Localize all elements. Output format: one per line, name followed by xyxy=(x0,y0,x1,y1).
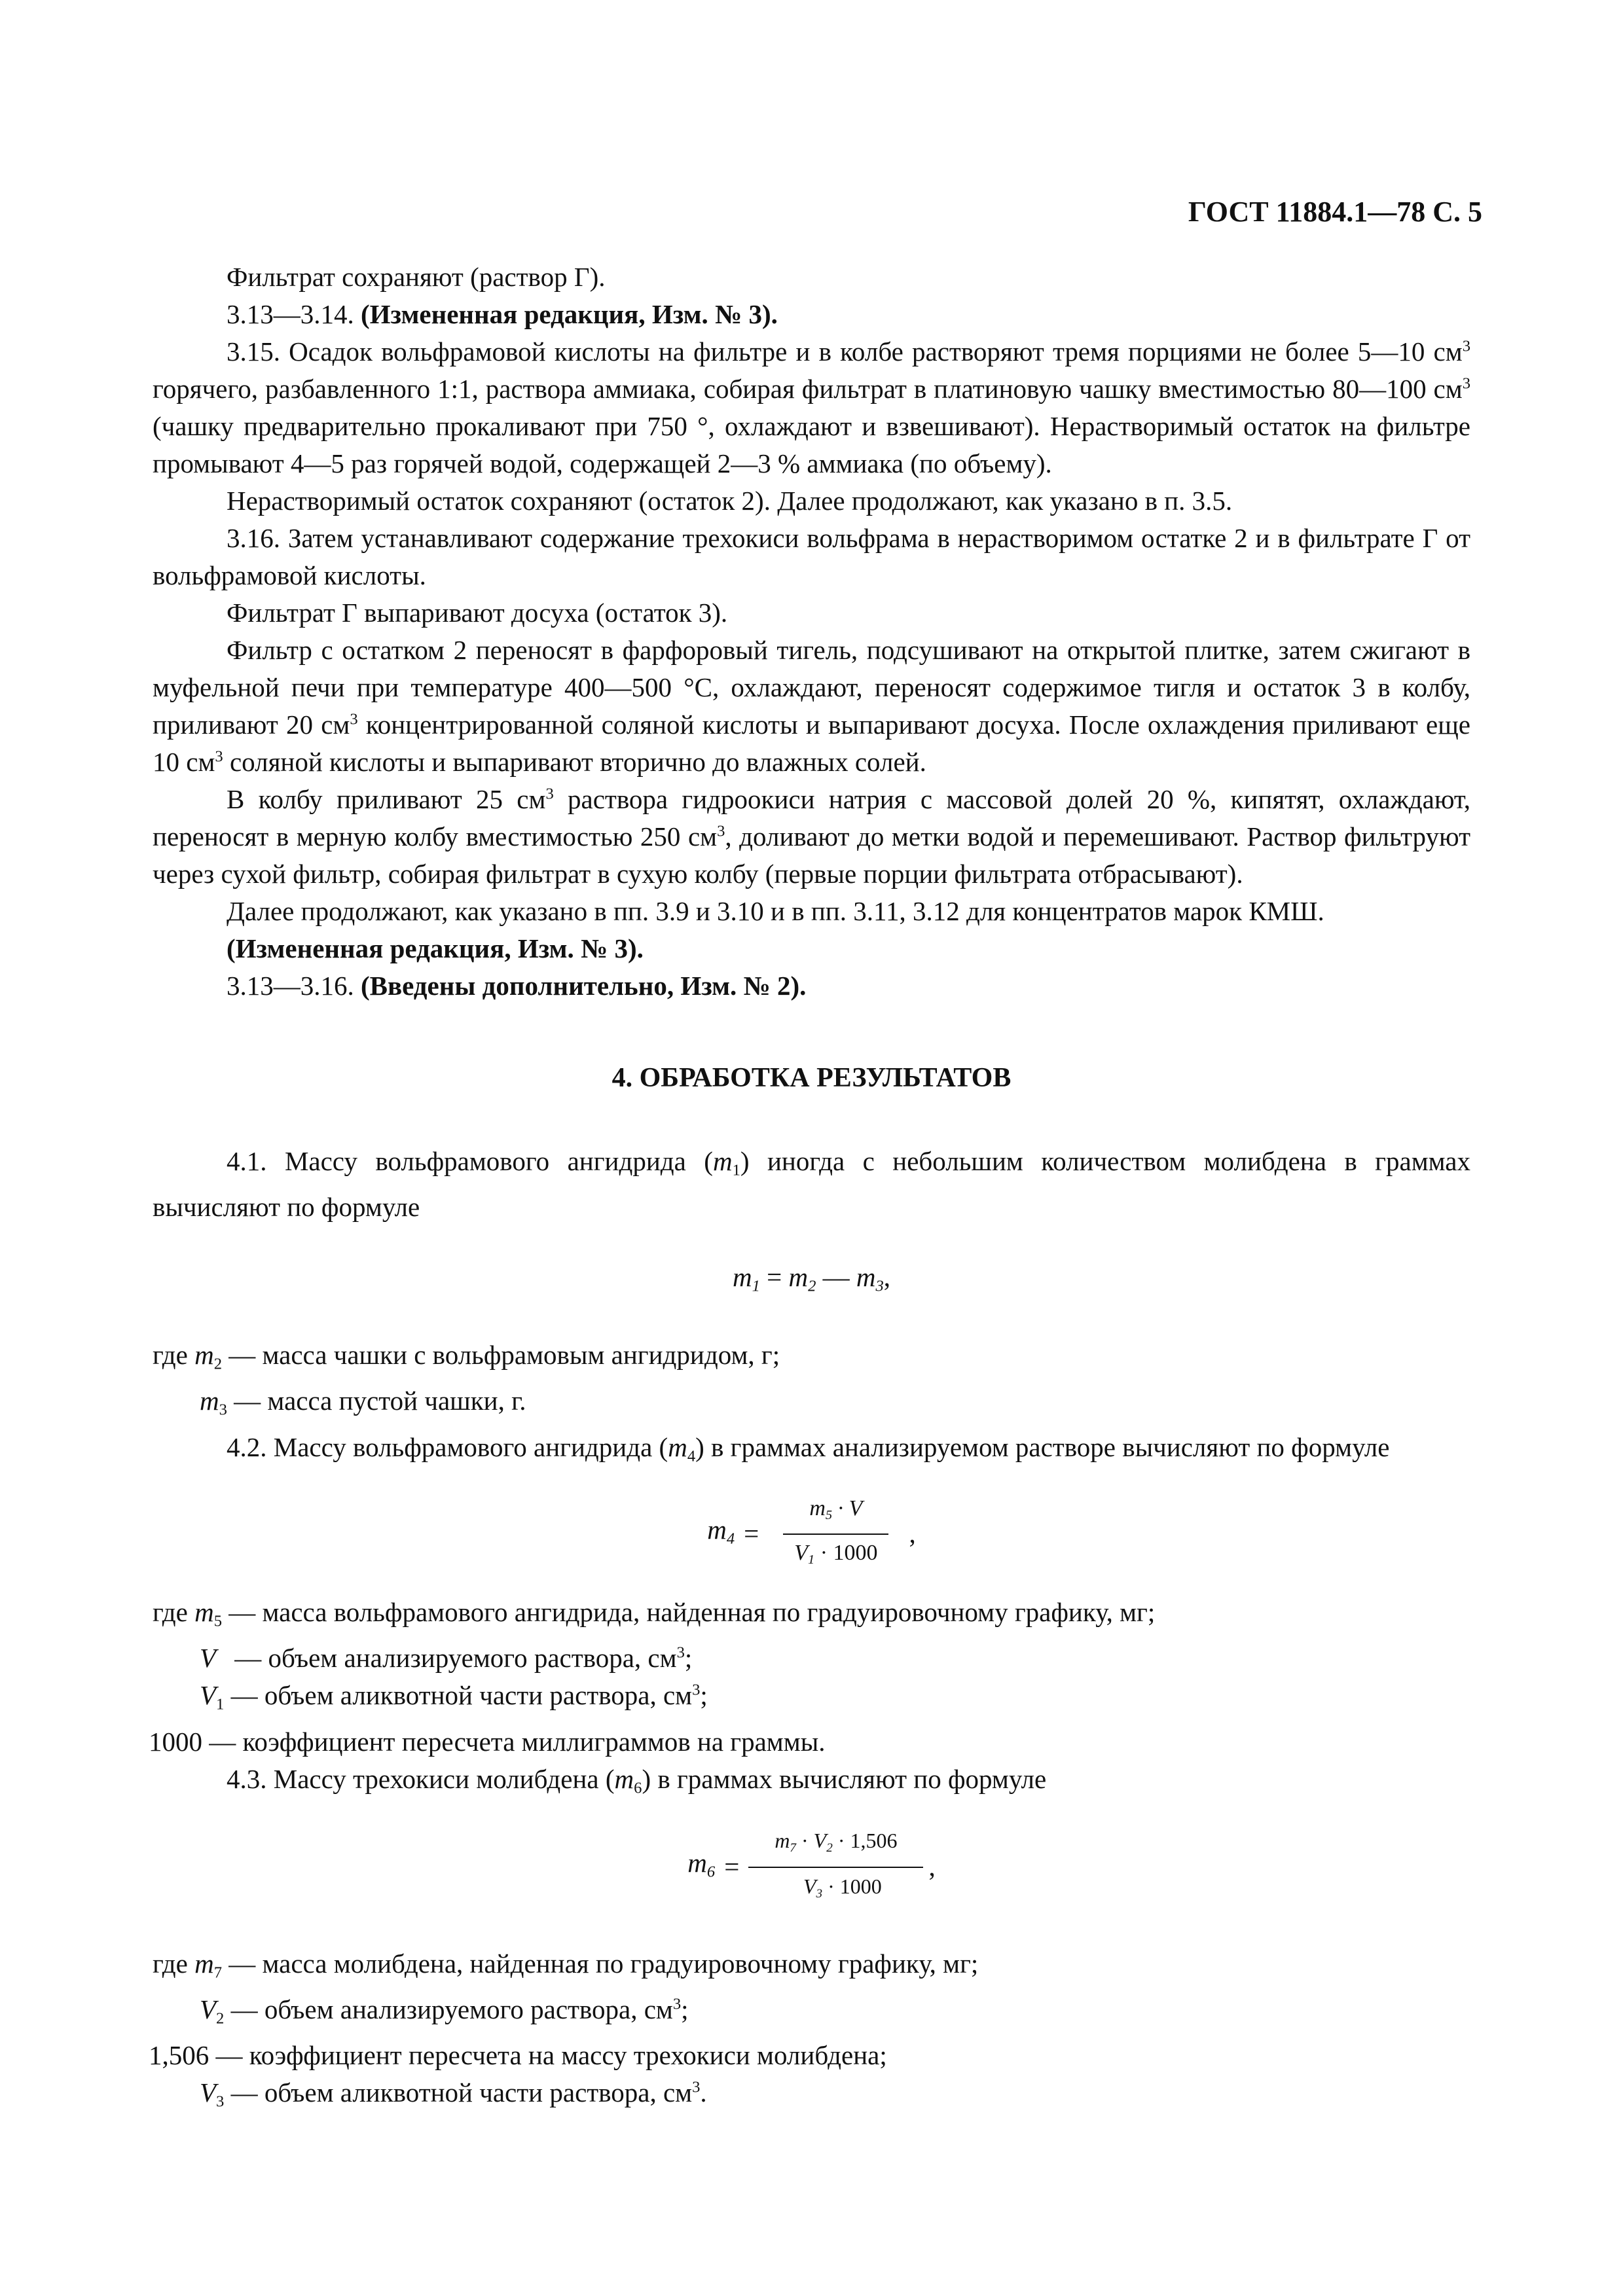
formula-m1: $m_1 = m_2$ — $m_3$, xyxy=(732,1262,891,1295)
formula-m6: $m_6$ = $\frac{m_7 \cdot V_2 \cdot 1,506}{V_3 \cdot 1000}$ , xyxy=(153,1826,1470,1909)
paragraph-4-2: 4.2. Массу вольфрамового ангидрида $(m_4)$ в граммах анализируемом растворе вычисляют по формуле xyxy=(227,1431,1390,1465)
fraction: $\frac{m_5 \cdot V}{V_1 \cdot 1000}$ xyxy=(768,1494,903,1574)
definition: $V_3$ — объем аликвотной части раствора, $см^3$. xyxy=(200,2077,707,2111)
definition: 1,506 — коэффициент пересчета на массу трехокиси молибдена; xyxy=(149,2040,887,2071)
definition: $V_1$ — объем аликвотной части раствора, $см^3$; xyxy=(200,1680,708,1713)
definition: $V_2$ — объем анализируемого раствора, $см^3$; xyxy=(200,1994,689,2028)
paragraph-3-15: 3.15. Осадок вольфрамовой кислоты на фильтре и в колбе растворяют тремя порциями не более 5—10 $см^3$ горячего, разбавленного 1:1, раствора аммиака, собирая фильтрат в платиновую чашку вместимостью 80—100 $см^3$ (чашку предварительно прокаливают при 750 °, охлаждают и взвешивают). Нерастворимый остаток на фильтре промывают 4—5 раз горячей водой, содержащей 2—3 % аммиака (по объему). xyxy=(153,336,1470,478)
definition: где $m_2$ — масса чашки с вольфрамовым ангидридом, г; xyxy=(153,1339,780,1373)
section-title: 4. ОБРАБОТКА РЕЗУЛЬТАТОВ xyxy=(611,1063,1012,1093)
paragraph-4-1: 4.1. Массу вольфрамового ангидрида $(m_1)$ иногда с небольшим количеством молибдена в граммах вычисляют по формуле xyxy=(153,1146,1471,1223)
paragraph: 3.13—3.16. (Введены дополнительно, Изм. № 2). xyxy=(227,971,807,1001)
definitions-4-3 xyxy=(149,1945,1470,2121)
paragraph: Фильтрат Г выпаривают досуха (остаток 3). xyxy=(227,598,728,628)
paragraph-4-3: 4.3. Массу трехокиси молибдена $(m_6)$ в граммах вычисляют по формуле xyxy=(227,1763,1047,1797)
definitions-4-2 xyxy=(149,1594,1470,1761)
definitions-4-1 xyxy=(153,1336,1470,1429)
paragraph-3-16: 3.16. Затем устанавливают содержание трехокиси вольфрама в нерастворимом остатке 2 и в фильтрате Г от вольфрамовой кислоты. xyxy=(153,523,1470,590)
formula-m4: $m_4$ = $\frac{m_5 \cdot V}{V_1 \cdot 1000}$ , xyxy=(153,1494,1470,1574)
paragraph: Фильтрат сохраняют (раствор Г). xyxy=(227,262,606,292)
definition: где $m_7$ — масса молибдена, найденная по градуировочному графику, мг; xyxy=(153,1948,979,1982)
fraction: $\frac{m_7 \cdot V_2 \cdot 1,506}{V_3 \cdot 1000}$ xyxy=(748,1826,923,1909)
paragraph: 3.13—3.14. (Измененная редакция, Изм. № 3). xyxy=(227,299,778,329)
paragraph: Фильтр с остатком 2 переносят в фарфоровый тигель, подсушивают на открытой плитке, затем сжигают в муфельной печи при температуре 400—500 °С, охлаждают, переносят содержимое тигля и остаток 3 в колбу, приливают 20 $см^3$ концентрированной соляной кислоты и выпаривают досуха. После охлаждения приливают еще 10 $см^3$ соляной кислоты и выпаривают вторично до влажных солей. xyxy=(153,635,1471,777)
definition: 1000 — коэффициент пересчета миллиграммов на граммы. xyxy=(149,1726,826,1757)
paragraph: Нерастворимый остаток сохраняют (остаток 2). Далее продолжают, как указано в п. 3.5. xyxy=(227,486,1233,516)
paragraph: Далее продолжают, как указано в пп. 3.9 и 3.10 и в пп. 3.11, 3.12 для концентратов марок КМШ. xyxy=(227,896,1324,926)
paragraph: В колбу приливают 25 $см^3$ раствора гидроокиси натрия с массовой долей 20 %, кипятят, охлаждают, переносят в мерную колбу вместимостью 250 $см^3$, доливают до метки водой и перемешивают. Раствор фильтруют через сухой фильтр, собирая фильтрат в сухую колбу (первые порции фильтрата отбрасывают). xyxy=(153,784,1471,889)
document-body xyxy=(149,259,1471,2121)
definition: $m_3$ — масса пустой чашки, г. xyxy=(200,1386,526,1419)
page-header: ГОСТ 11884.1—78 С. 5 xyxy=(1188,196,1482,228)
paragraph: (Измененная редакция, Изм. № 3). xyxy=(227,933,644,963)
definition: где $m_5$ — масса вольфрамового ангидрида, найденная по градуировочному графику, мг; xyxy=(153,1597,1156,1630)
definition: V — объем анализируемого раствора, $см^3$; xyxy=(200,1643,693,1674)
